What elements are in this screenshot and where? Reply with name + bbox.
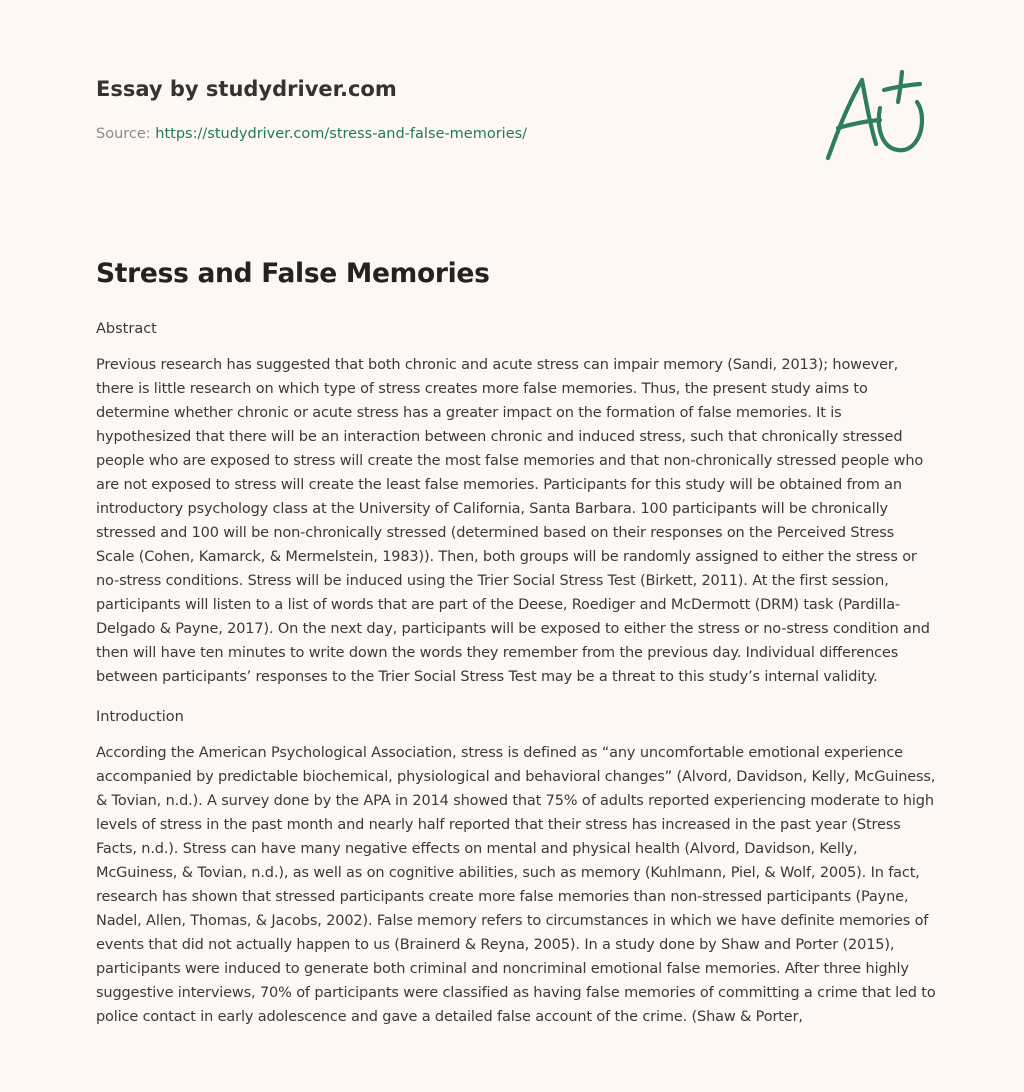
essay-header — [96, 74, 796, 144]
source-label: Source: — [96, 126, 156, 142]
abstract-heading: Abstract — [96, 321, 157, 337]
site-title: Essay by studydriver.com — [96, 77, 397, 101]
introduction-paragraph: According the American Psychological Association, stress is defined as “any uncomfortable emotional experience accompanied by predictable biochemical, physiological and behavioral changes” (Alvord, Davidson, Kelly, McGuiness, & Tovian, n.d.). A survey done by the APA in 2014 showed that 75% of adults reported experiencing moderate to high levels of stress in the past month and nearly half reported that their stress has increased in the past year (Stress Facts, n.d.). Stress can have many negative effects on mental and physical health (Alvord, Davidson, Kelly, McGuiness, & Tovian, n.d.), as well as on cognitive abilities, such as memory (Kuhlmann, Piel, & Wolf, 2005). In fact, research has shown that stressed participants create more false memories than non-stressed participants (Payne, Nadel, Allen, Thomas, & Jacobs, 2002). False memory refers to circumstances in which we have definite memories of events that did not actually happen to us (Brainerd & Reyna, 2005). In a study done by Shaw and Porter (2015), participants were induced to generate both criminal and noncriminal emotional false memories. After three highly suggestive interviews, 70% of participants were classified as having false memories of committing a crime that led to police contact in early adolescence and gave a detailed false account of the crime. (Shaw & Porter, — [96, 745, 936, 1025]
a-plus-logo-icon — [822, 66, 932, 166]
article-title: Stress and False Memories — [96, 258, 490, 289]
article — [96, 255, 936, 1029]
source-link[interactable]: https://studydriver.com/stress-and-false-memories/ — [155, 126, 528, 142]
source-line — [96, 124, 796, 144]
introduction-heading: Introduction — [96, 709, 184, 725]
abstract-paragraph: Previous research has suggested that both chronic and acute stress can impair memory (Sandi, 2013); however, there is little research on which type of stress creates more false memories. Thus, the present study aims to determine whether chronic or acute stress has a greater impact on the formation of false memories. It is hypothesized that there will be an interaction between chronic and induced stress, such that chronically stressed people who are exposed to stress will create the most false memories and that non-chronically stressed people who are not exposed to stress will create the least false memories. Participants for this study will be obtained from an introductory psychology class at the University of California, Santa Barbara. 100 participants will be chronically stressed and 100 will be non-chronically stressed (determined based on their responses on the Perceived Stress Scale (Cohen, Kamarck, & Mermelstein, 1983)). Then, both groups will be randomly assigned to either the stress or no-stress conditions. Stress will be induced using the Trier Social Stress Test (Birkett, 2011). At the first session, participants will listen to a list of words that are part of the Deese, Roediger and McDermott (DRM) task (Pardilla-Delgado & Payne, 2017). On the next day, participants will be exposed to either the stress or no-stress condition and then will have ten minutes to write down the words they remember from the previous day. Individual differences between participants’ responses to the Trier Social Stress Test may be a threat to this study’s internal validity. — [96, 357, 930, 685]
